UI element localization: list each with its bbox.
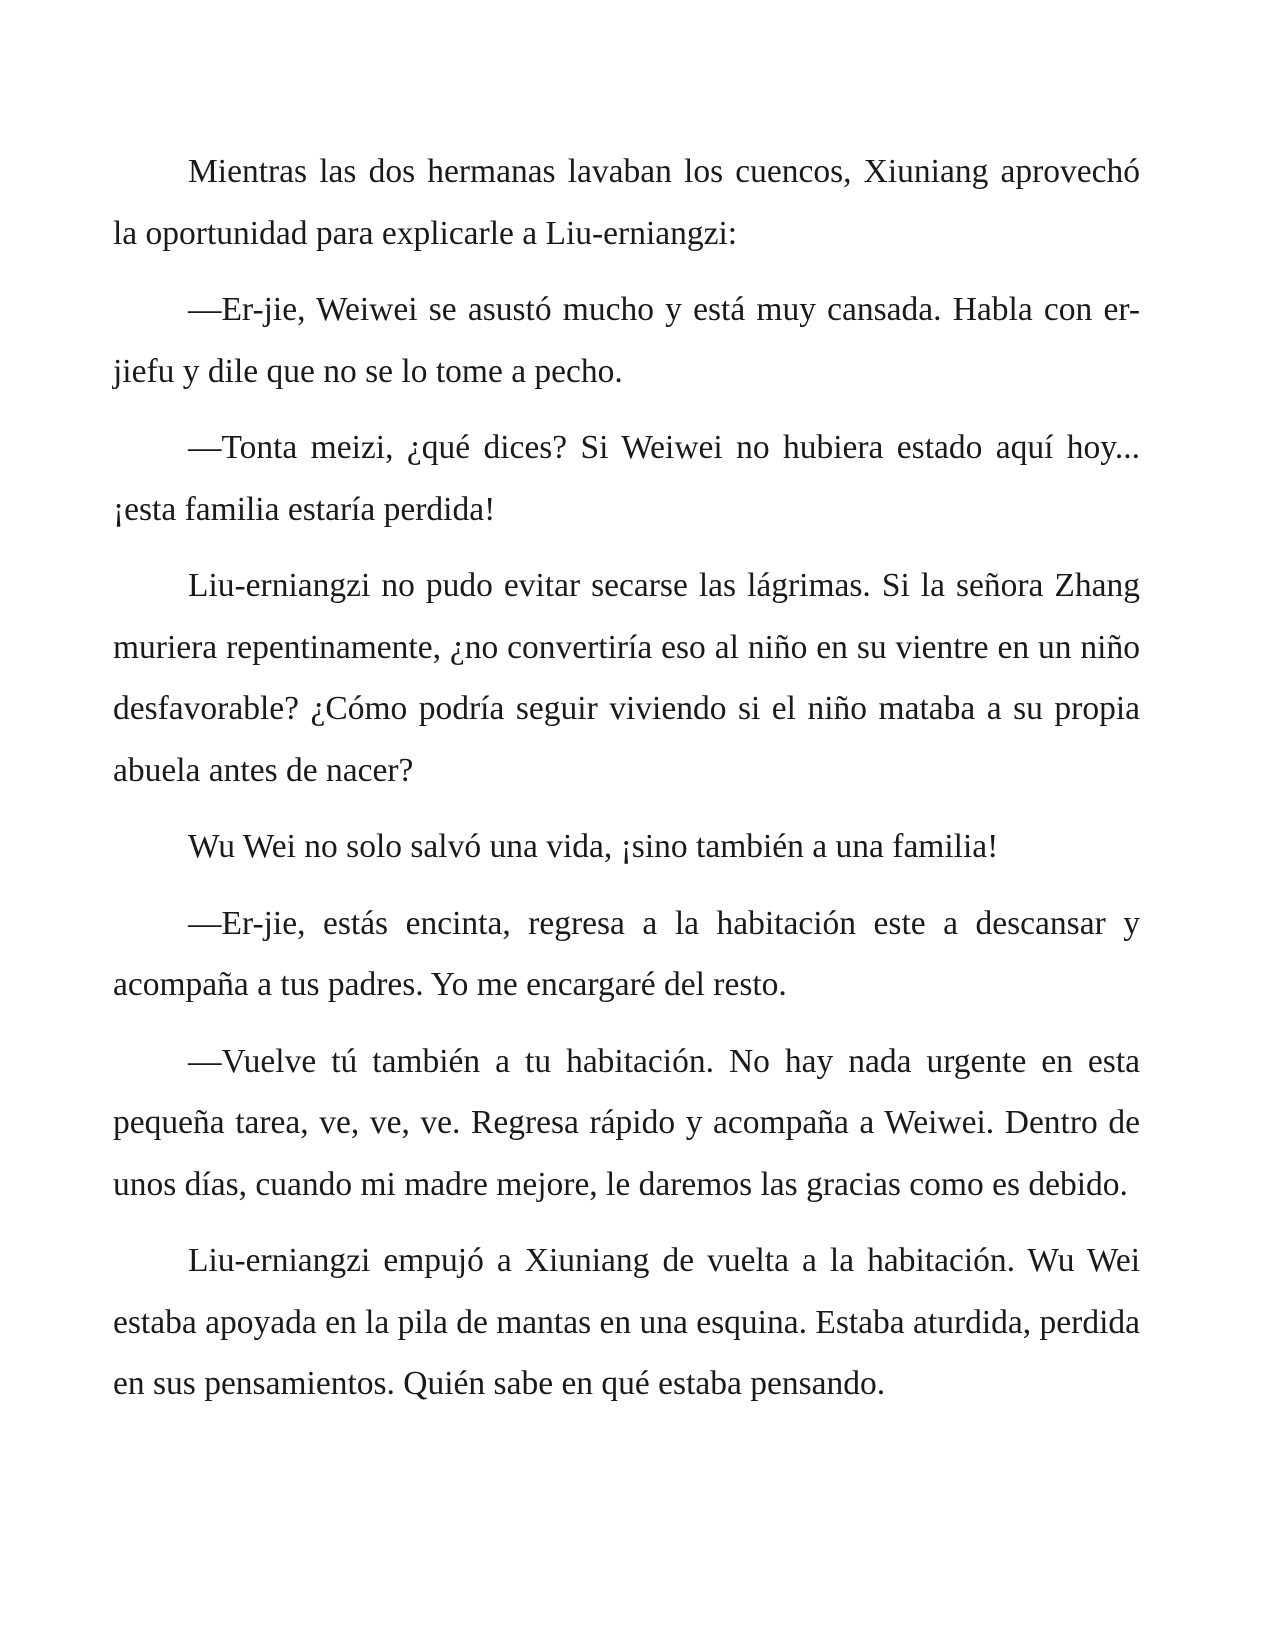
paragraph-1: Mientras las dos hermanas lavaban los cuencos, Xiuniang aprovechó la oportunidad para explicarle a Liu-erniangzi:	[113, 153, 1140, 252]
paragraph-3: —Tonta meizi, ¿qué dices? Si Weiwei no hubiera estado aquí hoy... ¡esta familia estaría perdida!	[113, 429, 1140, 528]
document-page	[113, 141, 1140, 1430]
paragraph-2: —Er-jie, Weiwei se asustó mucho y está muy cansada. Habla con er-jiefu y dile que no se lo tome a pecho.	[113, 291, 1140, 390]
paragraph-6: —Er-jie, estás encinta, regresa a la habitación este a descansar y acompaña a tus padres. Yo me encargaré del resto.	[113, 904, 1140, 1003]
paragraph-8: Liu-erniangzi empujó a Xiuniang de vuelta a la habitación. Wu Wei estaba apoyada en la pila de mantas en una esquina. Estaba aturdida, perdida en sus pensamientos. Quién sabe en qué estaba pensando.	[113, 1242, 1140, 1402]
paragraph-5: Wu Wei no solo salvó una vida, ¡sino también a una familia!	[188, 828, 999, 865]
paragraph-7: —Vuelve tú también a tu habitación. No hay nada urgente en esta pequeña tarea, ve, ve, ve. Regresa rápido y acompaña a Weiwei. Dentro de unos días, cuando mi madre mejore, le daremos las gracias como es debido.	[113, 1042, 1140, 1203]
paragraph-4: Liu-erniangzi no pudo evitar secarse las lágrimas. Si la señora Zhang muriera repentinamente, ¿no convertiría eso al niño en su vientre en un niño desfavorable? ¿Cómo podría seguir viviendo si el niño mataba a su propia abuela antes de nacer?	[113, 567, 1140, 789]
